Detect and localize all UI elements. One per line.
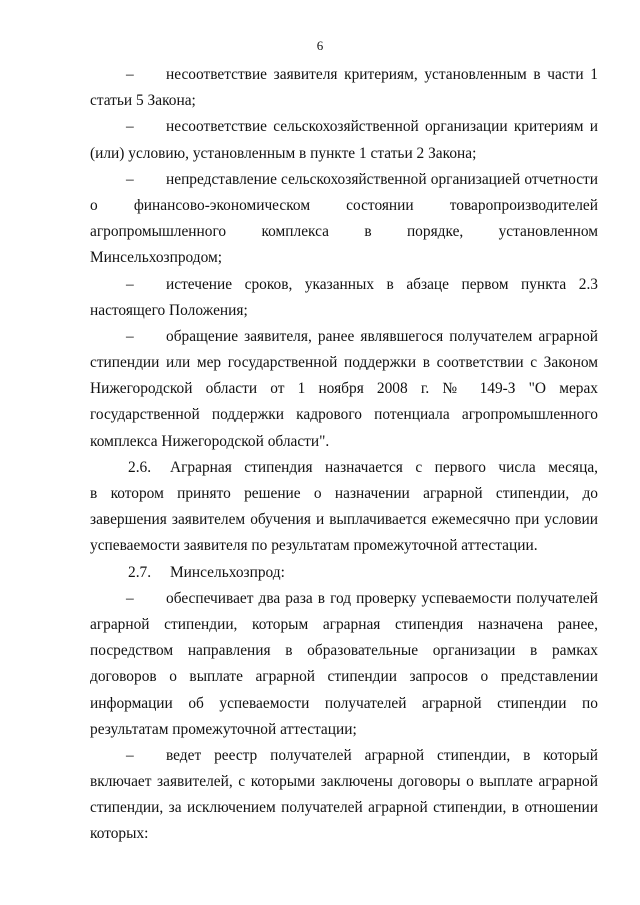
text-line [90, 167, 598, 193]
text-line: настоящего Положения; [90, 301, 248, 319]
text-line: комплекса Нижегородской области". [90, 432, 330, 450]
list-item-text: ведет реестр получателей аграрной стипендии, в который [166, 746, 598, 764]
text-line [90, 324, 598, 350]
list-dash: – [126, 275, 134, 293]
text-line [90, 586, 598, 612]
text-line: которых: [90, 825, 149, 843]
text-line: посредством направления в образовательные организации в рамках [90, 642, 598, 660]
list-item-text: непредставление сельскохозяйственной организацией отчетности [166, 170, 598, 188]
text-line [90, 114, 598, 140]
list-item-text: истечение сроков, указанных в абзаце первом пункта 2.3 [166, 275, 598, 293]
list-dash: – [126, 327, 134, 345]
list-item-text: несоответствие заявителя критериям, установленным в части 1 [166, 66, 598, 83]
clause-text: Аграрная стипендия назначается с первого числа месяца, [170, 458, 598, 476]
list-dash: – [126, 746, 134, 764]
text-line: успеваемости заявителя по результатам промежуточной аттестации. [90, 537, 538, 555]
list-dash: – [126, 170, 134, 188]
text-line: в котором принято решение о назначении аграрной стипендии, до [90, 485, 598, 502]
text-line: результатам промежуточной аттестации; [90, 720, 357, 738]
text-line: стипендии или мер государственной поддержки в соответствии с Законом [90, 354, 598, 372]
list-dash: – [126, 66, 134, 83]
clause-text: Минсельхозпрод: [170, 563, 285, 581]
list-item-text: обеспечивает два раза в год проверку успеваемости получателей [166, 589, 598, 607]
text-line [90, 62, 598, 88]
text-line [90, 272, 598, 298]
text-line: аграрной стипендии, которым аграрная стипендия назначена ранее, [90, 615, 598, 633]
text-line [90, 743, 598, 769]
text-line: агропромышленного комплекса в порядке, установленном [90, 223, 598, 241]
clause-number: 2.7. [128, 563, 152, 581]
text-line: государственной поддержки кадрового потенциала агропромышленного [90, 406, 598, 424]
list-item-text: обращение заявителя, ранее являвшегося получателем аграрной [166, 327, 598, 345]
clause-number: 2.6. [128, 458, 152, 476]
text-line: завершения заявителем обучения и выплачивается ежемесячно при условии [90, 511, 598, 529]
list-item-text: несоответствие сельскохозяйственной организации критериям и [166, 118, 598, 136]
document-body [90, 62, 598, 848]
page-number: 6 [316, 38, 324, 53]
text-line: статьи 5 Закона; [90, 92, 196, 110]
text-line [90, 560, 598, 586]
text-line: включает заявителей, с которыми заключены договоры о выплате аграрной [90, 773, 598, 791]
list-dash: – [126, 589, 134, 607]
text-line: стипендии, за исключением получателей аграрной стипендии, в отношении [90, 799, 598, 817]
text-line: договоров о выплате аграрной стипендии запросов о представлении [90, 668, 598, 686]
text-line [90, 455, 598, 481]
text-line: информации об успеваемости получателей аграрной стипендии по [90, 694, 598, 712]
text-line: о финансово-экономическом состоянии товаропроизводителей [90, 196, 598, 214]
text-line: (или) условию, установленным в пункте 1 статьи 2 Закона; [90, 144, 477, 162]
list-dash: – [126, 118, 134, 136]
text-line: Нижегородской области от 1 ноября 2008 г. № 149-З "О мерах [90, 380, 598, 398]
text-line: Минсельхозпродом; [90, 249, 223, 267]
